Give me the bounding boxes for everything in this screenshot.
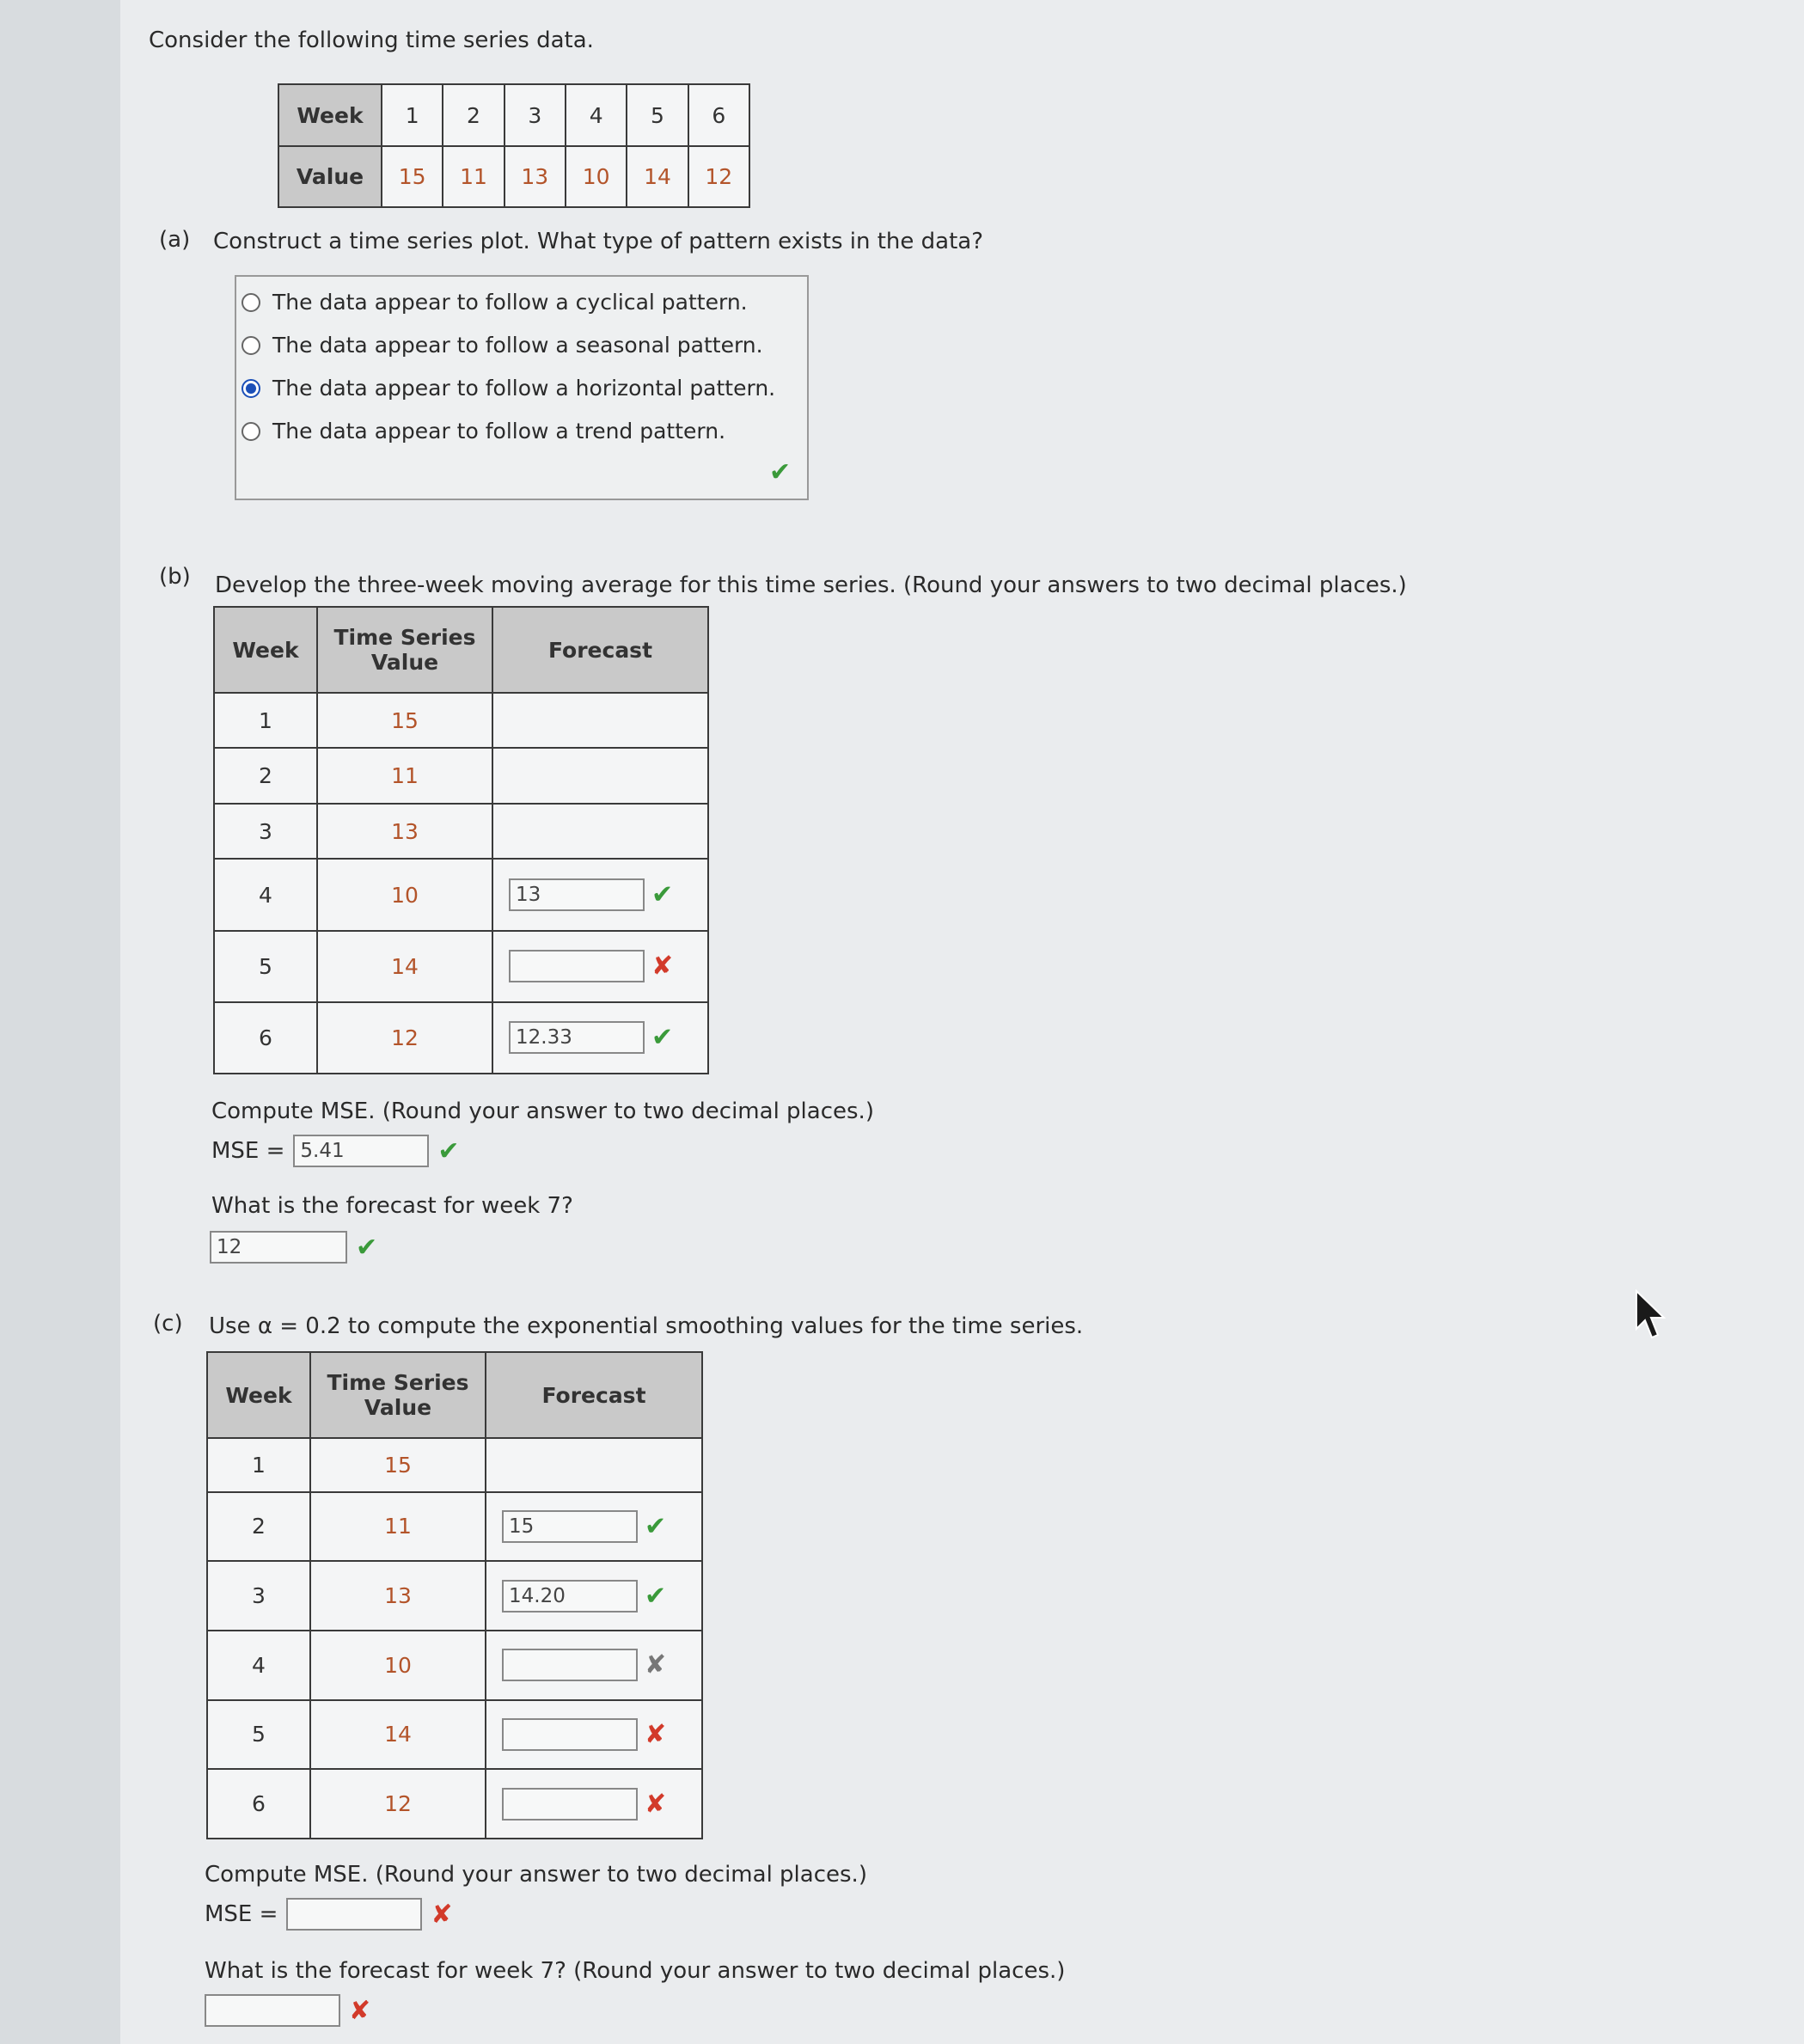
c-mse-row [205, 1898, 453, 1931]
c-mse-prompt: Compute MSE. (Round your answer to two decimal places.) [205, 1862, 867, 1888]
table-row [207, 1438, 702, 1492]
value-cell: 15 [317, 693, 492, 748]
forecast-cell [492, 1002, 708, 1074]
option-horizontal[interactable] [242, 376, 775, 401]
table-row [214, 804, 708, 859]
value-cell: 14 [317, 931, 492, 1002]
forecast-cell [486, 1492, 702, 1562]
forecast-cell [486, 1561, 702, 1631]
forecast-cell-empty [486, 1438, 702, 1492]
col-value-header: Time Series Value [317, 607, 492, 693]
table-row [207, 1769, 702, 1839]
radio-button[interactable] [242, 422, 260, 441]
col-week-header: Week [207, 1352, 310, 1438]
data-table [278, 83, 750, 208]
mse-label: MSE = [205, 1901, 278, 1927]
forecast-cell-empty [492, 804, 708, 859]
c-week7-input[interactable] [205, 1994, 340, 2027]
week-cell: 2 [207, 1492, 310, 1562]
correct-check-icon: ✔ [651, 879, 674, 910]
table-row [207, 1631, 702, 1700]
part-a-question: Construct a time series plot. What type of pattern exists in the data? [213, 229, 984, 254]
week-cell: 6 [214, 1002, 317, 1074]
b-week7-prompt: What is the forecast for week 7? [211, 1193, 573, 1219]
week-cell: 4 [214, 859, 317, 930]
moving-average-table [213, 606, 709, 1074]
correct-check-icon: ✔ [356, 1232, 378, 1263]
table-row [207, 1700, 702, 1770]
value-cell: 14 [310, 1700, 486, 1770]
radio-button-selected[interactable] [242, 379, 260, 398]
table-row [214, 748, 708, 803]
table-row [214, 693, 708, 748]
option-label: The data appear to follow a seasonal pattern. [272, 333, 763, 358]
forecast-input[interactable] [502, 1788, 638, 1821]
col-value-header: Time Series Value [310, 1352, 486, 1438]
part-b-question: Develop the three-week moving average for this time series. (Round your answers to two decimal places.) [215, 572, 1407, 598]
value-cell: 11 [310, 1492, 486, 1562]
incorrect-x-icon: ✘ [644, 1789, 667, 1820]
forecast-input[interactable]: 14.20 [502, 1580, 638, 1613]
option-cyclical[interactable] [242, 290, 748, 315]
week-cell: 1 [214, 693, 317, 748]
week-cell: 3 [214, 804, 317, 859]
radio-button[interactable] [242, 336, 260, 355]
table-row [214, 931, 708, 1002]
b-mse-prompt: Compute MSE. (Round your answer to two decimal places.) [211, 1098, 874, 1124]
b-week7-row [210, 1231, 377, 1264]
value-cell: 15 [310, 1438, 486, 1492]
data-week-cell: 1 [382, 84, 443, 146]
part-c-letter: (c) [153, 1311, 183, 1337]
value-cell: 10 [317, 859, 492, 930]
data-value-cell: 11 [443, 146, 504, 207]
mse-label: MSE = [211, 1138, 285, 1164]
forecast-cell [492, 859, 708, 930]
data-week-cell: 5 [627, 84, 688, 146]
correct-check-icon: ✔ [644, 1581, 667, 1612]
exp-smoothing-table [206, 1351, 703, 1839]
incorrect-x-icon: ✘ [644, 1649, 667, 1680]
table-row [214, 859, 708, 930]
week-cell: 1 [207, 1438, 310, 1492]
week-cell: 3 [207, 1561, 310, 1631]
forecast-cell [486, 1769, 702, 1839]
table-row [207, 1561, 702, 1631]
forecast-input[interactable]: 13 [509, 878, 645, 911]
value-cell: 11 [317, 748, 492, 803]
b-mse-input[interactable]: 5.41 [293, 1135, 429, 1167]
forecast-cell [486, 1631, 702, 1700]
forecast-cell [492, 931, 708, 1002]
forecast-cell [486, 1700, 702, 1770]
col-forecast-header: Forecast [486, 1352, 702, 1438]
forecast-input[interactable]: 12.33 [509, 1021, 645, 1054]
forecast-input[interactable] [502, 1649, 638, 1681]
data-value-cell: 13 [505, 146, 566, 207]
table-row [207, 1492, 702, 1562]
data-week-cell: 4 [566, 84, 627, 146]
data-value-cell: 12 [688, 146, 749, 207]
data-value-cell: 14 [627, 146, 688, 207]
incorrect-x-icon: ✘ [349, 1995, 371, 2026]
correct-check-icon: ✔ [651, 1022, 674, 1053]
forecast-input[interactable] [509, 950, 645, 982]
value-cell: 13 [317, 804, 492, 859]
week-cell: 5 [214, 931, 317, 1002]
data-week-cell: 2 [443, 84, 504, 146]
data-table-value-header: Value [278, 146, 382, 207]
c-week7-prompt: What is the forecast for week 7? (Round your answer to two decimal places.) [205, 1958, 1066, 1984]
c-week7-row [205, 1994, 370, 2027]
forecast-input[interactable] [502, 1718, 638, 1751]
value-cell: 12 [310, 1769, 486, 1839]
forecast-input[interactable]: 15 [502, 1510, 638, 1543]
part-b-letter: (b) [159, 564, 191, 590]
data-value-cell: 15 [382, 146, 443, 207]
b-mse-row [211, 1135, 460, 1167]
mouse-cursor-icon [1633, 1289, 1667, 1341]
option-trend[interactable] [242, 419, 725, 444]
c-mse-input[interactable] [286, 1898, 422, 1931]
col-week-header: Week [214, 607, 317, 693]
value-cell: 13 [310, 1561, 486, 1631]
correct-check-icon: ✔ [437, 1135, 460, 1166]
part-a-letter: (a) [159, 227, 191, 253]
option-label: The data appear to follow a trend pattern. [272, 419, 726, 444]
forecast-cell-empty [492, 748, 708, 803]
part-c-question: Use α = 0.2 to compute the exponential smoothing values for the time series. [209, 1313, 1084, 1339]
table-row [214, 1002, 708, 1074]
data-table-week-header: Week [278, 84, 382, 146]
week-cell: 4 [207, 1631, 310, 1700]
radio-button[interactable] [242, 293, 260, 312]
option-label: The data appear to follow a horizontal pattern. [272, 376, 776, 401]
incorrect-x-icon: ✘ [431, 1899, 453, 1930]
forecast-cell-empty [492, 693, 708, 748]
incorrect-x-icon: ✘ [651, 951, 674, 982]
option-seasonal[interactable] [242, 333, 763, 358]
data-week-cell: 3 [505, 84, 566, 146]
incorrect-x-icon: ✘ [644, 1719, 667, 1750]
data-value-cell: 10 [566, 146, 627, 207]
week-cell: 2 [214, 748, 317, 803]
correct-check-icon: ✔ [769, 457, 792, 487]
pattern-options-box [235, 275, 809, 500]
data-week-cell: 6 [688, 84, 749, 146]
intro-text: Consider the following time series data. [149, 28, 594, 53]
week-cell: 6 [207, 1769, 310, 1839]
b-week7-input[interactable]: 12 [210, 1231, 347, 1264]
correct-check-icon: ✔ [644, 1511, 667, 1542]
value-cell: 10 [310, 1631, 486, 1700]
value-cell: 12 [317, 1002, 492, 1074]
week-cell: 5 [207, 1700, 310, 1770]
option-label: The data appear to follow a cyclical pattern. [272, 290, 748, 315]
col-forecast-header: Forecast [492, 607, 708, 693]
